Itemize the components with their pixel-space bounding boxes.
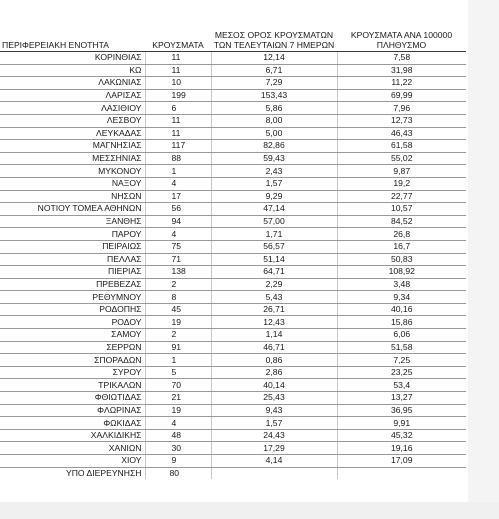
table-row <box>0 140 466 153</box>
header-region: ΠΕΡΙΦΕΡΕΙΑΚΗ ΕΝΟΤΗΤΑ <box>0 8 145 52</box>
cell-avg7: 1,57 <box>211 417 337 430</box>
cell-per100k: 31,98 <box>337 64 466 77</box>
cell-cases: 10 <box>145 77 211 90</box>
cell-avg7: 1,57 <box>211 177 337 190</box>
table-row <box>0 379 466 392</box>
cell-cases: 6 <box>145 102 211 115</box>
cell-avg7: 8,00 <box>211 114 337 127</box>
cell-avg7: 2,86 <box>211 366 337 379</box>
cell-avg7: 56,57 <box>211 240 337 253</box>
table-row <box>0 429 466 442</box>
header-per100k: ΚΡΟΥΣΜΑΤΑ ΑΝΑ 100000 ΠΛΗΘΥΣΜΟ <box>337 8 466 52</box>
cell-cases: 11 <box>145 114 211 127</box>
cell-region: ΧΑΝΙΩΝ <box>0 442 145 455</box>
cell-avg7: 1,71 <box>211 228 337 241</box>
cell-per100k: 108,92 <box>337 266 466 279</box>
cell-avg7: 5,00 <box>211 127 337 140</box>
cell-region: ΡΟΔΟΥ <box>0 316 145 329</box>
cell-avg7: 24,43 <box>211 429 337 442</box>
cell-per100k: 15,86 <box>337 316 466 329</box>
cell-cases: 9 <box>145 455 211 468</box>
table-row <box>0 253 466 266</box>
cell-region: ΚΩ <box>0 64 145 77</box>
cell-avg7: 64,71 <box>211 266 337 279</box>
cell-cases: 75 <box>145 240 211 253</box>
cell-region: ΠΕΛΛΑΣ <box>0 253 145 266</box>
page-margin-right <box>468 0 499 519</box>
cell-avg7: 12,43 <box>211 316 337 329</box>
cell-per100k: 10,57 <box>337 203 466 216</box>
table-row <box>0 165 466 178</box>
cell-region: ΠΙΕΡΙΑΣ <box>0 266 145 279</box>
cell-cases: 2 <box>145 278 211 291</box>
cell-region: ΤΡΙΚΑΛΩΝ <box>0 379 145 392</box>
cell-cases: 4 <box>145 417 211 430</box>
table-row <box>0 190 466 203</box>
header-cases: ΚΡΟΥΣΜΑΤΑ <box>145 8 211 52</box>
cell-per100k: 23,25 <box>337 366 466 379</box>
cell-region: ΛΑΡΙΣΑΣ <box>0 89 145 102</box>
cell-per100k: 26,8 <box>337 228 466 241</box>
table-row <box>0 291 466 304</box>
cell-cases: 19 <box>145 404 211 417</box>
cell-per100k: 3,48 <box>337 278 466 291</box>
cell-region: ΛΕΥΚΑΔΑΣ <box>0 127 145 140</box>
cell-avg7: 5,43 <box>211 291 337 304</box>
cell-per100k: 7,25 <box>337 354 466 367</box>
cell-avg7: 7,29 <box>211 77 337 90</box>
cell-avg7: 0,86 <box>211 354 337 367</box>
header-avg7: ΜΕΣΟΣ ΟΡΟΣ ΚΡΟΥΣΜΑΤΩΝ ΤΩΝ ΤΕΛΕΥΤΑΙΩΝ 7 ΗΜΕΡΩΝ <box>211 8 337 52</box>
cell-cases: 11 <box>145 127 211 140</box>
cell-region: ΣΠΟΡΑΔΩΝ <box>0 354 145 367</box>
table-row <box>0 89 466 102</box>
cell-region: ΣΑΜΟΥ <box>0 329 145 342</box>
cell-per100k: 9,34 <box>337 291 466 304</box>
cell-cases: 11 <box>145 64 211 77</box>
cell-per100k: 16,7 <box>337 240 466 253</box>
table-row <box>0 102 466 115</box>
table-row <box>0 467 466 479</box>
cell-cases: 1 <box>145 354 211 367</box>
cell-region: ΣΕΡΡΩΝ <box>0 341 145 354</box>
cell-avg7: 82,86 <box>211 140 337 153</box>
cell-per100k <box>337 467 466 479</box>
cell-region: ΜΑΓΝΗΣΙΑΣ <box>0 140 145 153</box>
cell-per100k: 84,52 <box>337 215 466 228</box>
cell-region: ΛΕΣΒΟΥ <box>0 114 145 127</box>
cell-region: ΣΥΡΟΥ <box>0 366 145 379</box>
table-row <box>0 266 466 279</box>
cell-region: ΜΕΣΣΗΝΙΑΣ <box>0 152 145 165</box>
cell-region: ΠΡΕΒΕΖΑΣ <box>0 278 145 291</box>
cell-cases: 5 <box>145 366 211 379</box>
table-row <box>0 455 466 468</box>
cell-avg7: 59,43 <box>211 152 337 165</box>
cell-avg7: 9,29 <box>211 190 337 203</box>
cell-avg7: 51,14 <box>211 253 337 266</box>
cell-cases: 19 <box>145 316 211 329</box>
cell-cases: 48 <box>145 429 211 442</box>
cell-avg7: 9,43 <box>211 404 337 417</box>
cell-cases: 71 <box>145 253 211 266</box>
cell-cases: 17 <box>145 190 211 203</box>
cell-per100k: 69,99 <box>337 89 466 102</box>
cell-region: ΝΗΣΩΝ <box>0 190 145 203</box>
page-margin-bottom <box>0 502 499 519</box>
table-row <box>0 64 466 77</box>
table-row <box>0 240 466 253</box>
table-row <box>0 329 466 342</box>
cell-per100k: 50,83 <box>337 253 466 266</box>
cell-per100k: 53,4 <box>337 379 466 392</box>
cell-per100k: 55,02 <box>337 152 466 165</box>
cell-avg7: 47,14 <box>211 203 337 216</box>
cell-cases: 56 <box>145 203 211 216</box>
cell-cases: 94 <box>145 215 211 228</box>
cell-per100k: 51,58 <box>337 341 466 354</box>
cell-cases: 8 <box>145 291 211 304</box>
cell-avg7: 57,00 <box>211 215 337 228</box>
table-row <box>0 177 466 190</box>
cell-cases: 138 <box>145 266 211 279</box>
cell-per100k: 61,58 <box>337 140 466 153</box>
cell-cases: 91 <box>145 341 211 354</box>
cell-region: ΡΕΘΥΜΝΟΥ <box>0 291 145 304</box>
cell-cases: 11 <box>145 52 211 65</box>
cell-per100k: 19,2 <box>337 177 466 190</box>
cell-region: ΠΑΡΟΥ <box>0 228 145 241</box>
cell-cases: 45 <box>145 303 211 316</box>
cell-avg7: 40,14 <box>211 379 337 392</box>
cell-avg7: 5,86 <box>211 102 337 115</box>
cell-avg7: 2,29 <box>211 278 337 291</box>
cell-region: ΛΑΣΙΘΙΟΥ <box>0 102 145 115</box>
cell-region: ΦΘΙΩΤΙΔΑΣ <box>0 392 145 405</box>
cell-region: ΠΕΙΡΑΙΩΣ <box>0 240 145 253</box>
cell-avg7: 2,43 <box>211 165 337 178</box>
table-row <box>0 392 466 405</box>
cell-per100k: 9,87 <box>337 165 466 178</box>
table-row <box>0 366 466 379</box>
cell-cases: 199 <box>145 89 211 102</box>
table-row <box>0 228 466 241</box>
cell-region: ΝΑΞΟΥ <box>0 177 145 190</box>
cell-cases: 80 <box>145 467 211 479</box>
cell-per100k: 11,22 <box>337 77 466 90</box>
table-row <box>0 316 466 329</box>
cell-avg7: 25,43 <box>211 392 337 405</box>
cell-cases: 117 <box>145 140 211 153</box>
covid-cases-table <box>0 8 466 479</box>
cell-avg7: 6,71 <box>211 64 337 77</box>
cell-region: ΜΥΚΟΝΟΥ <box>0 165 145 178</box>
cell-region: ΦΛΩΡΙΝΑΣ <box>0 404 145 417</box>
cell-per100k: 19,16 <box>337 442 466 455</box>
cell-per100k: 6,06 <box>337 329 466 342</box>
cell-per100k: 12,73 <box>337 114 466 127</box>
cell-cases: 88 <box>145 152 211 165</box>
cell-avg7: 153,43 <box>211 89 337 102</box>
table-row <box>0 215 466 228</box>
cell-region: ΦΩΚΙΔΑΣ <box>0 417 145 430</box>
table-row <box>0 341 466 354</box>
table-row <box>0 203 466 216</box>
cell-cases: 30 <box>145 442 211 455</box>
table-row <box>0 303 466 316</box>
cell-avg7: 46,71 <box>211 341 337 354</box>
table-row <box>0 152 466 165</box>
cell-region: ΛΑΚΩΝΙΑΣ <box>0 77 145 90</box>
cell-region: ΚΟΡΙΝΘΙΑΣ <box>0 52 145 65</box>
table-row <box>0 417 466 430</box>
cell-per100k: 36,95 <box>337 404 466 417</box>
cell-per100k: 13,27 <box>337 392 466 405</box>
cell-avg7: 17,29 <box>211 442 337 455</box>
cell-cases: 2 <box>145 329 211 342</box>
cell-cases: 70 <box>145 379 211 392</box>
cell-region: ΞΑΝΘΗΣ <box>0 215 145 228</box>
cell-avg7 <box>211 467 337 479</box>
table-row <box>0 114 466 127</box>
cell-avg7: 1,14 <box>211 329 337 342</box>
header-row <box>0 8 466 52</box>
cell-per100k: 40,16 <box>337 303 466 316</box>
cell-cases: 21 <box>145 392 211 405</box>
cell-region: ΧΑΛΚΙΔΙΚΗΣ <box>0 429 145 442</box>
table-row <box>0 442 466 455</box>
cell-per100k: 7,96 <box>337 102 466 115</box>
cell-region: ΝΟΤΙΟΥ ΤΟΜΕΑ ΑΘΗΝΩΝ <box>0 203 145 216</box>
table-row <box>0 354 466 367</box>
cell-region: ΧΙΟΥ <box>0 455 145 468</box>
cell-per100k: 22,77 <box>337 190 466 203</box>
table-row <box>0 77 466 90</box>
cell-avg7: 26,71 <box>211 303 337 316</box>
cell-cases: 4 <box>145 228 211 241</box>
cell-per100k: 46,43 <box>337 127 466 140</box>
cell-avg7: 4,14 <box>211 455 337 468</box>
cell-per100k: 45,32 <box>337 429 466 442</box>
table-row <box>0 52 466 65</box>
cell-region: ΡΟΔΟΠΗΣ <box>0 303 145 316</box>
table-body <box>0 52 466 480</box>
cell-avg7: 12,14 <box>211 52 337 65</box>
table-row <box>0 404 466 417</box>
cell-per100k: 17,09 <box>337 455 466 468</box>
table-row <box>0 278 466 291</box>
cell-cases: 4 <box>145 177 211 190</box>
cell-region: ΥΠΟ ΔΙΕΡΕΥΝΗΣΗ <box>0 467 145 479</box>
cell-per100k: 7,58 <box>337 52 466 65</box>
cell-per100k: 9,91 <box>337 417 466 430</box>
cell-cases: 1 <box>145 165 211 178</box>
table-row <box>0 127 466 140</box>
